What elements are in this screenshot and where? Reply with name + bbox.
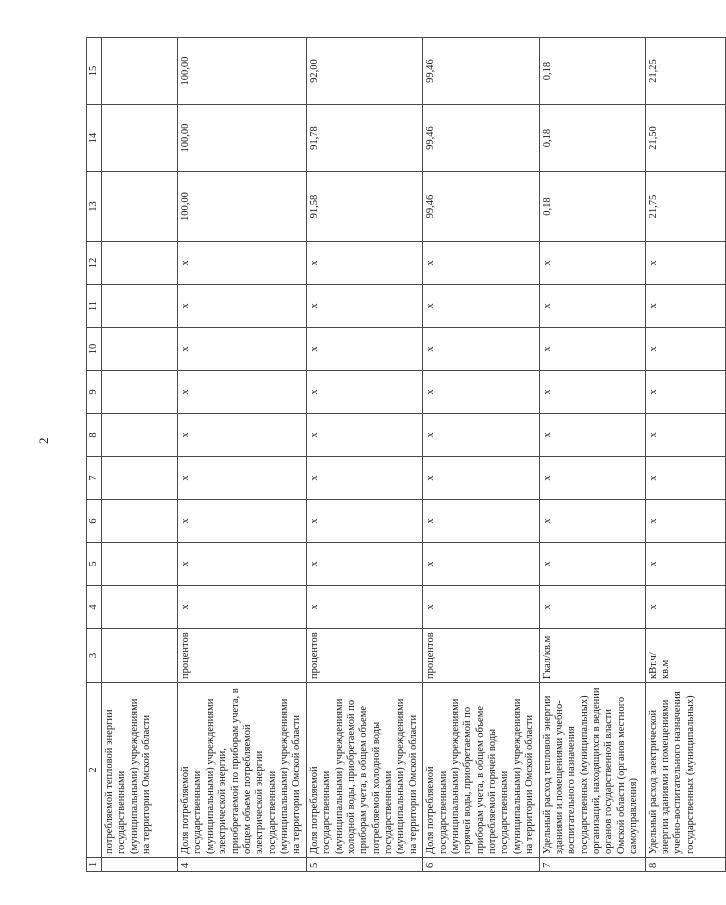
page-number: 2 bbox=[36, 437, 51, 444]
value-cell: x bbox=[306, 242, 422, 285]
column-header: 12 bbox=[87, 242, 102, 285]
unit-cell: Гкал/кв.м bbox=[539, 629, 645, 683]
value-cell: x bbox=[423, 457, 539, 500]
value-cell bbox=[102, 285, 178, 328]
table-row bbox=[539, 38, 645, 872]
value-cell: 21,25 bbox=[645, 38, 725, 105]
value-cell: x bbox=[423, 328, 539, 371]
column-header: 10 bbox=[87, 328, 102, 371]
row-number: 5 bbox=[306, 858, 422, 872]
row-number: 4 bbox=[178, 858, 307, 872]
value-cell: x bbox=[645, 242, 725, 285]
value-cell: x bbox=[306, 285, 422, 328]
value-cell bbox=[102, 38, 178, 105]
indicator-name: Доля потребляемой государственными (муниципальными) учреждениями электрической энергии, приобретаемой по приборам учета, в общем объеме потребляемой электрической энергии государственными (муниципальными) учреждениями на территории Омской области bbox=[178, 683, 307, 858]
value-cell: x bbox=[306, 328, 422, 371]
value-cell: x bbox=[539, 457, 645, 500]
column-header: 15 bbox=[87, 38, 102, 105]
value-cell: x bbox=[539, 285, 645, 328]
value-cell: 99,46 bbox=[423, 172, 539, 242]
value-cell: x bbox=[539, 586, 645, 629]
value-cell: x bbox=[423, 500, 539, 543]
value-cell: x bbox=[539, 242, 645, 285]
row-number bbox=[102, 858, 178, 872]
table-row bbox=[178, 38, 307, 872]
value-cell: 0,18 bbox=[539, 105, 645, 172]
value-cell: x bbox=[178, 586, 307, 629]
value-cell: x bbox=[539, 371, 645, 414]
table-row bbox=[102, 38, 178, 872]
value-cell: x bbox=[539, 543, 645, 586]
column-header: 5 bbox=[87, 543, 102, 586]
indicator-name: потребляемой тепловой энергии государственными (муниципальными) учреждениями на территории Омской области bbox=[102, 683, 178, 858]
column-header: 4 bbox=[87, 586, 102, 629]
value-cell bbox=[102, 414, 178, 457]
value-cell: x bbox=[645, 543, 725, 586]
column-header: 3 bbox=[87, 629, 102, 683]
value-cell: x bbox=[178, 414, 307, 457]
value-cell: 99,46 bbox=[423, 38, 539, 105]
value-cell: 91,78 bbox=[306, 105, 422, 172]
row-number: 7 bbox=[539, 858, 645, 872]
unit-cell bbox=[102, 629, 178, 683]
indicator-name: Доля потребляемой государственными (муниципальными) учреждениями холодной воды, приобретаемой по приборам учета, в общем объеме потребляемой холодной воды государственными (муниципальными) учреждениями на территории Омской области bbox=[306, 683, 422, 858]
value-cell: x bbox=[539, 414, 645, 457]
table-header-row bbox=[87, 38, 102, 872]
value-cell: x bbox=[423, 371, 539, 414]
column-header: 8 bbox=[87, 414, 102, 457]
unit-cell: процентов bbox=[306, 629, 422, 683]
value-cell: x bbox=[539, 500, 645, 543]
value-cell bbox=[102, 105, 178, 172]
table-container bbox=[86, 38, 696, 872]
table-row bbox=[306, 38, 422, 872]
value-cell: x bbox=[645, 500, 725, 543]
value-cell bbox=[102, 371, 178, 414]
value-cell: x bbox=[539, 328, 645, 371]
row-number: 8 bbox=[645, 858, 725, 872]
value-cell: x bbox=[306, 371, 422, 414]
value-cell bbox=[102, 457, 178, 500]
value-cell: x bbox=[178, 543, 307, 586]
value-cell: x bbox=[423, 543, 539, 586]
unit-cell: процентов bbox=[178, 629, 307, 683]
value-cell bbox=[102, 500, 178, 543]
value-cell: x bbox=[423, 242, 539, 285]
value-cell: x bbox=[423, 414, 539, 457]
table-row bbox=[645, 38, 725, 872]
indicators-table bbox=[86, 37, 726, 872]
value-cell: x bbox=[178, 457, 307, 500]
value-cell: x bbox=[306, 586, 422, 629]
value-cell: x bbox=[423, 285, 539, 328]
value-cell: 91,58 bbox=[306, 172, 422, 242]
value-cell: x bbox=[178, 285, 307, 328]
value-cell: x bbox=[645, 371, 725, 414]
indicator-name: Доля потребляемой государственными (муниципальными) учреждениями горячей воды, приобретаемой по приборам учета, в общем объеме потребляемой горячей воды государственными (муниципальными) учреждениями на территории Омской области bbox=[423, 683, 539, 858]
column-header: 13 bbox=[87, 172, 102, 242]
column-header: 9 bbox=[87, 371, 102, 414]
value-cell: 100,00 bbox=[178, 105, 307, 172]
indicator-name: Удельный расход тепловой энергии зданиями и помещениями учебно-воспитательного назначения государственных (муниципальных) организаций, находящихся в ведении органов государственной власти Омской области (органов местного самоуправления) bbox=[539, 683, 645, 858]
value-cell bbox=[102, 328, 178, 371]
value-cell: x bbox=[645, 285, 725, 328]
value-cell: 99,46 bbox=[423, 105, 539, 172]
value-cell: x bbox=[306, 543, 422, 586]
value-cell: x bbox=[306, 457, 422, 500]
value-cell bbox=[102, 242, 178, 285]
value-cell: x bbox=[178, 242, 307, 285]
value-cell: x bbox=[645, 414, 725, 457]
indicator-name: Удельный расход электрической энергии зданиями и помещениями учебно-воспитательного назначения государственных (муниципальных) bbox=[645, 683, 725, 858]
column-header: 14 bbox=[87, 105, 102, 172]
value-cell: 0,18 bbox=[539, 38, 645, 105]
value-cell: 0,18 bbox=[539, 172, 645, 242]
column-header: 2 bbox=[87, 683, 102, 858]
value-cell: x bbox=[645, 457, 725, 500]
column-header: 6 bbox=[87, 500, 102, 543]
value-cell: x bbox=[178, 500, 307, 543]
unit-cell: процентов bbox=[423, 629, 539, 683]
value-cell: 92,00 bbox=[306, 38, 422, 105]
value-cell: x bbox=[423, 586, 539, 629]
value-cell: x bbox=[178, 328, 307, 371]
value-cell bbox=[102, 586, 178, 629]
column-header: 1 bbox=[87, 858, 102, 872]
value-cell bbox=[102, 172, 178, 242]
row-number: 6 bbox=[423, 858, 539, 872]
value-cell: 100,00 bbox=[178, 38, 307, 105]
value-cell: 100,00 bbox=[178, 172, 307, 242]
value-cell: 21,75 bbox=[645, 172, 725, 242]
column-header: 11 bbox=[87, 285, 102, 328]
column-header: 7 bbox=[87, 457, 102, 500]
value-cell: x bbox=[645, 328, 725, 371]
value-cell: x bbox=[306, 500, 422, 543]
value-cell: x bbox=[178, 371, 307, 414]
table-row bbox=[423, 38, 539, 872]
value-cell: x bbox=[645, 586, 725, 629]
value-cell bbox=[102, 543, 178, 586]
unit-cell: кВт.ч/ кв.м bbox=[645, 629, 725, 683]
value-cell: 21,50 bbox=[645, 105, 725, 172]
value-cell: x bbox=[306, 414, 422, 457]
